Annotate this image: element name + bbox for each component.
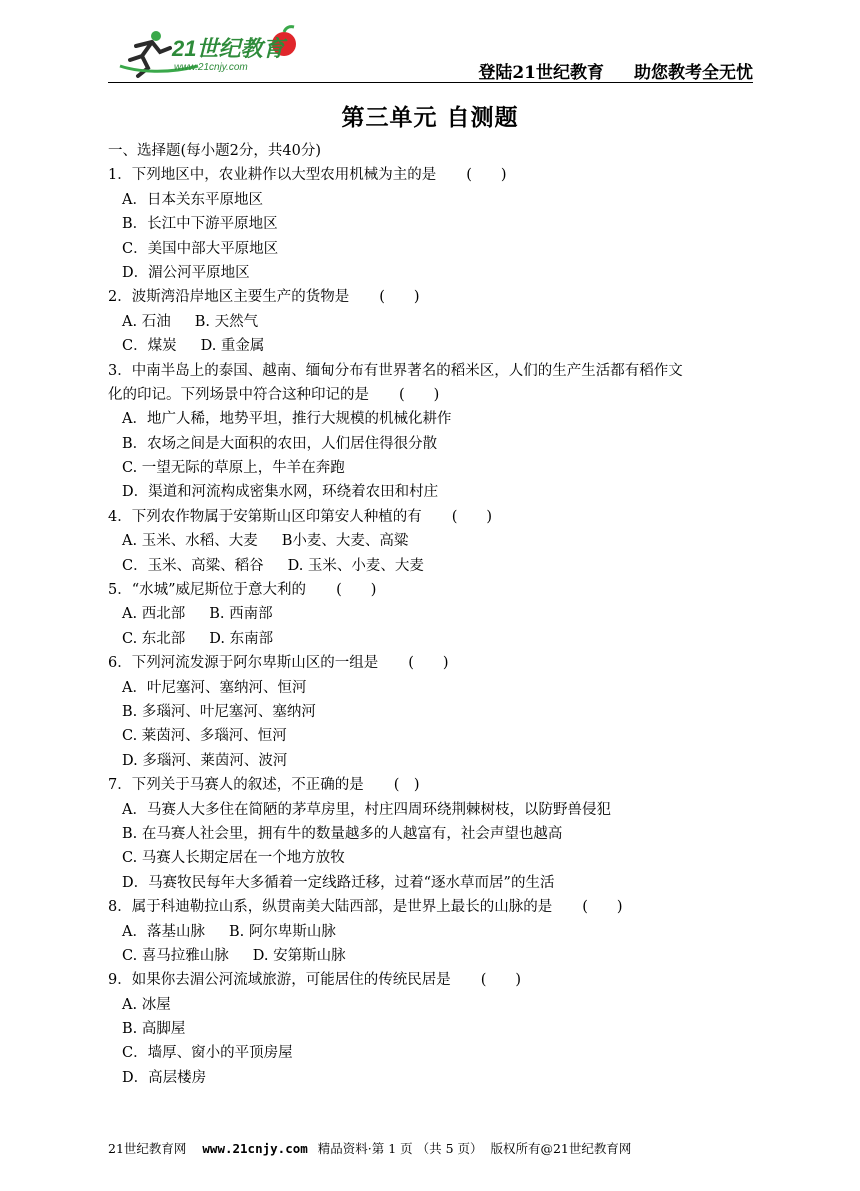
answer-option: A．叶尼塞河、塞纳河、恒河 xyxy=(122,679,307,696)
answer-option: C．美国中部大平原地区 xyxy=(122,240,279,257)
answer-option: C. 马赛人长期定居在一个地方放牧 xyxy=(122,850,345,867)
site-logo xyxy=(108,22,308,80)
answer-option-row: C. 东北部 D. 东南部 xyxy=(122,630,274,647)
answer-option: A．地广人稀，地势平坦，推行大规模的机械化耕作 xyxy=(122,411,452,428)
header-divider xyxy=(108,82,753,83)
question-stem: 6．下列河流发源于阿尔卑斯山区的一组是 ( ) xyxy=(108,655,449,672)
question-stem: 5．“水城”威尼斯位于意大利的 ( ) xyxy=(108,582,377,599)
answer-option-row: C．玉米、高粱、稻谷 D. 玉米、小麦、大麦 xyxy=(122,557,424,574)
answer-option: D．湄公河平原地区 xyxy=(122,264,250,281)
answer-option: C．墙厚、窗小的平顶房屋 xyxy=(122,1045,293,1062)
answer-option: B. 在马赛人社会里，拥有牛的数量越多的人越富有，社会声望也越高 xyxy=(122,825,563,842)
logo-url: www.21cnjy.com xyxy=(174,62,248,73)
answer-option-row: C. 喜马拉雅山脉 D. 安第斯山脉 xyxy=(122,947,346,964)
answer-option-row: A．落基山脉 B. 阿尔卑斯山脉 xyxy=(122,923,336,940)
footer-page-info: 精品资料·第 1 页 （共 5 页） xyxy=(317,1141,483,1156)
answer-option: D．马赛牧民每年大多循着一定线路迁移，过着“逐水草而居”的生活 xyxy=(122,874,555,891)
answer-option: B. 多瑙河、叶尼塞河、塞纳河 xyxy=(122,703,316,720)
answer-option: B．长江中下游平原地区 xyxy=(122,216,278,233)
footer-site-link[interactable]: www.21cnjy.com xyxy=(202,1141,308,1156)
answer-option-row: C．煤炭 D. 重金属 xyxy=(122,338,265,355)
slogan-left: 登陆21世纪教育 xyxy=(478,63,604,83)
question-stem: 7．下列关于马赛人的叙述，不正确的是 ( ) xyxy=(108,777,420,794)
question-stem: 9．如果你去湄公河流域旅游，可能居住的传统民居是 ( ) xyxy=(108,972,522,989)
header-slogan xyxy=(478,58,753,83)
answer-option: D. 多瑙河、莱茵河、波河 xyxy=(122,752,288,769)
answer-option: D．高层楼房 xyxy=(122,1069,207,1086)
answer-option: A．马赛人大多住在简陋的茅草房里，村庄四周环绕荆棘树枝，以防野兽侵犯 xyxy=(122,801,611,818)
page-header xyxy=(108,22,753,82)
answer-option: D．渠道和河流构成密集水网，环绕着农田和村庄 xyxy=(122,484,439,501)
question-stem: 3．中南半岛上的泰国、越南、缅甸分布有世界著名的稻米区，人们的生产生活都有稻作文 xyxy=(108,362,683,379)
answer-option: C. 莱茵河、多瑙河、恒河 xyxy=(122,728,287,745)
question-stem-continued: 化的印记。下列场景中符合这种印记的是 ( ) xyxy=(108,386,440,403)
answer-option: A. 冰屋 xyxy=(122,996,171,1013)
section-heading: 一、选择题(每小题2分，共40分) xyxy=(108,143,321,159)
question-stem: 8．属于科迪勒拉山系，纵贯南美大陆西部，是世界上最长的山脉的是 ( ) xyxy=(108,899,623,916)
logo-wordmark: 21世纪教育 xyxy=(172,36,285,61)
question-list xyxy=(108,139,753,1090)
page-title: 第三单元 自测题 xyxy=(341,104,519,131)
answer-option: A．日本关东平原地区 xyxy=(122,191,263,208)
answer-option-row: A. 石油 B. 天然气 xyxy=(122,313,259,330)
question-stem: 1．下列地区中，农业耕作以大型农用机械为主的是 ( ) xyxy=(108,167,507,184)
answer-option-row: A. 西北部 B. 西南部 xyxy=(122,606,273,623)
answer-option: B．农场之间是大面积的农田，人们居住得很分散 xyxy=(122,435,438,452)
answer-option: C. 一望无际的草原上，牛羊在奔跑 xyxy=(122,460,345,477)
answer-option: B. 高脚屋 xyxy=(122,1021,186,1038)
question-stem: 4．下列农作物属于安第斯山区印第安人种植的有 ( ) xyxy=(108,508,493,525)
page-footer xyxy=(108,1139,753,1157)
footer-left: 21世纪教育网 xyxy=(108,1141,187,1156)
question-stem: 2．波斯湾沿岸地区主要生产的货物是 ( ) xyxy=(108,289,420,306)
slogan-right: 助您教考全无忧 xyxy=(634,63,753,83)
footer-copyright: 版权所有@21世纪教育网 xyxy=(490,1141,632,1156)
answer-option-row: A. 玉米、水稻、大麦 B小麦、大麦、高粱 xyxy=(122,533,409,550)
